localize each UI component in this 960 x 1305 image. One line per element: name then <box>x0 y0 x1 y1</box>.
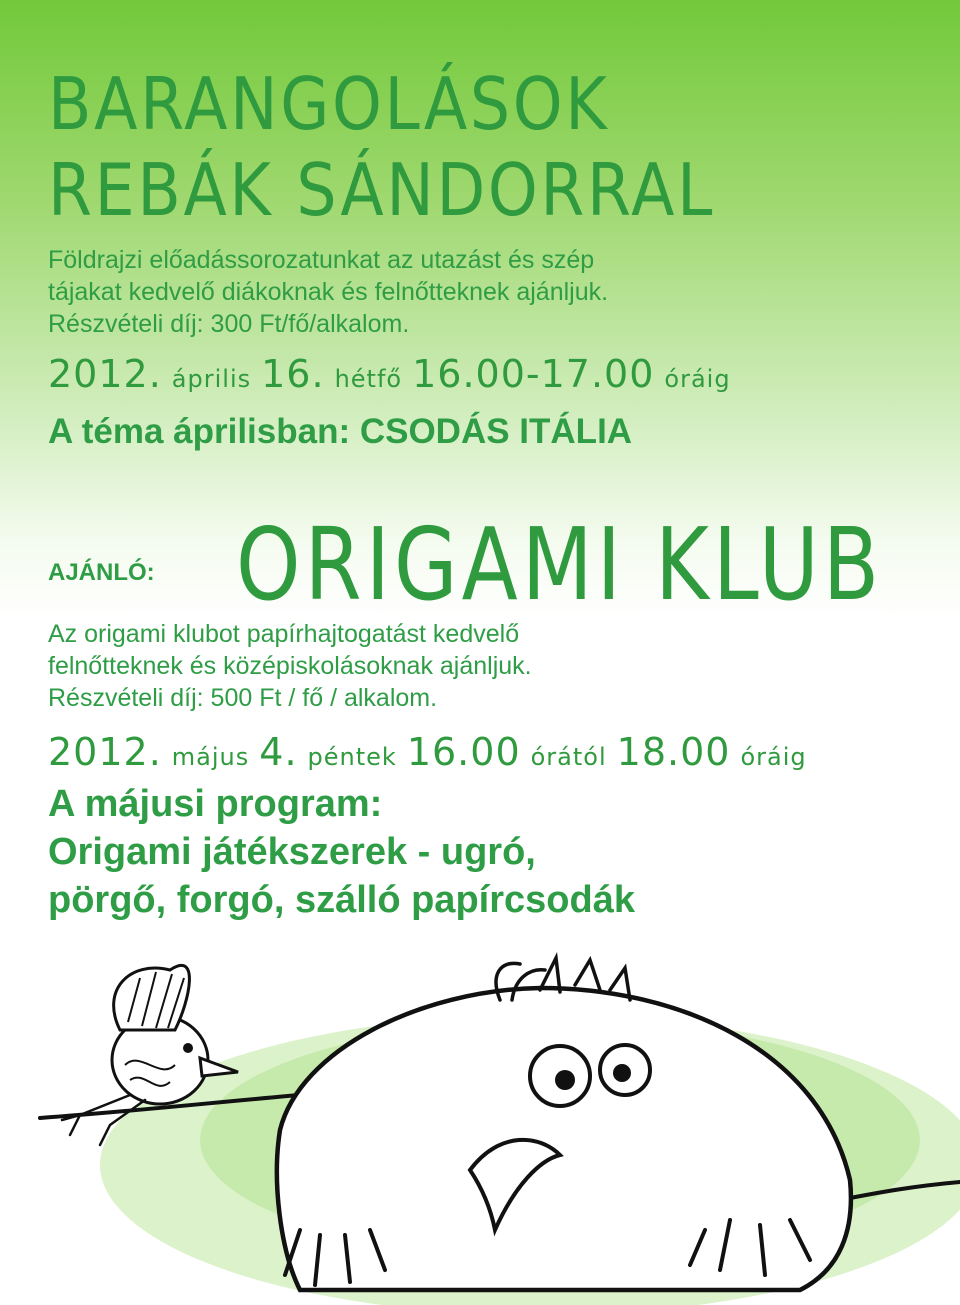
intro-line: Földrajzi előadássorozatunkat az utazást és szép <box>48 246 595 274</box>
event1-time: 16.00-17.00 <box>412 352 655 396</box>
creature-right-pupil <box>613 1064 631 1082</box>
creature-body <box>277 988 851 1290</box>
event1-date <box>48 352 741 396</box>
title-line-1: BARANGOLÁSOK <box>48 62 610 146</box>
club-desc-line: Az origami klubot papírhajtogatást kedvelő <box>48 620 520 648</box>
bird-eye <box>183 1043 193 1053</box>
may-program-line: A májusi program: <box>48 783 383 825</box>
may-program-line: Origami játékszerek - ugró, <box>48 831 536 873</box>
intro-line: Részvételi díj: 300 Ft/fő/alkalom. <box>48 310 410 338</box>
event2-year: 2012. <box>48 730 162 774</box>
club-name: ORIGAMI KLUB <box>236 506 884 623</box>
event2-from: órától <box>530 743 607 771</box>
intro-paragraph <box>48 244 608 340</box>
event1-until: óráig <box>664 365 731 393</box>
title-line-2: REBÁK SÁNDORRAL <box>48 148 716 232</box>
creature-left-pupil <box>555 1070 575 1090</box>
event1-day: 16. <box>261 352 325 396</box>
event2-end: 18.00 <box>616 730 731 774</box>
club-desc-line: Részvételi díj: 500 Ft / fő / alkalom. <box>48 684 438 712</box>
event2-until: óráig <box>740 743 807 771</box>
illustration <box>0 930 960 1305</box>
event1-year: 2012. <box>48 352 162 396</box>
event2-start: 16.00 <box>406 730 521 774</box>
event2-date <box>48 730 817 774</box>
topic-april: A téma áprilisban: CSODÁS ITÁLIA <box>48 412 633 451</box>
event1-month: április <box>171 365 252 393</box>
event2-month: május <box>171 743 250 771</box>
club-description <box>48 618 532 714</box>
may-program-line: pörgő, forgó, szálló papírcsodák <box>48 879 635 921</box>
event2-weekday: péntek <box>307 743 397 771</box>
event1-weekday: hétfő <box>334 365 403 393</box>
intro-line: tájakat kedvelő diákoknak és felnőtteknek ajánljuk. <box>48 278 609 306</box>
club-desc-line: felnőtteknek és középiskolásoknak ajánljuk. <box>48 652 532 680</box>
may-program <box>48 780 635 924</box>
recommend-label: AJÁNLÓ: <box>48 559 155 586</box>
event2-day: 4. <box>259 730 298 774</box>
